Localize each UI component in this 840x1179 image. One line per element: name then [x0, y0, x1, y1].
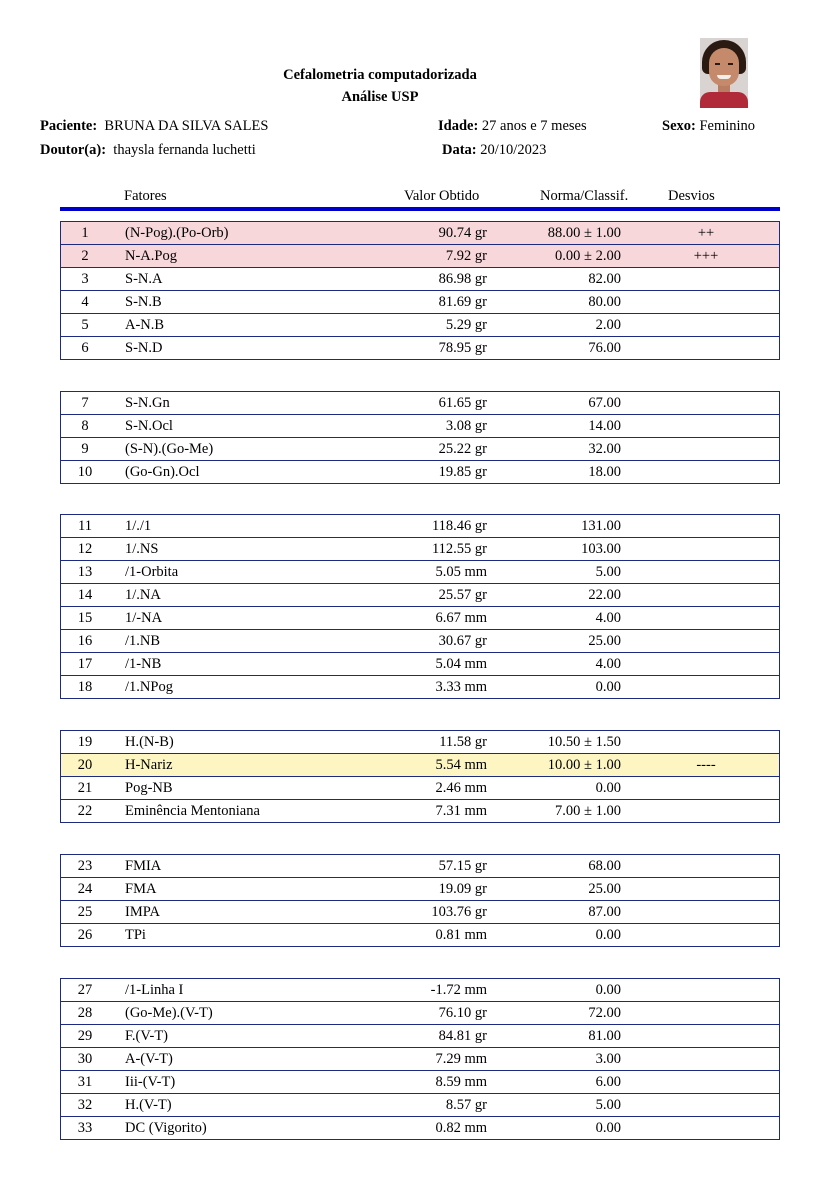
- obtained-value: 8.59 mm: [435, 1074, 487, 1090]
- row-number: 16: [77, 633, 93, 649]
- factor-name: H.(V-T): [125, 1097, 172, 1113]
- table-row: [61, 1048, 779, 1071]
- norm-value: 4.00: [595, 610, 621, 626]
- obtained-value: 81.69 gr: [438, 294, 487, 310]
- obtained-value: 3.08 gr: [445, 418, 487, 434]
- row-number: 7: [81, 395, 89, 411]
- norm-value: 87.00: [588, 904, 621, 920]
- table-row: [61, 1117, 779, 1139]
- column-header-factors: Fatores: [124, 188, 167, 204]
- table-row: [61, 676, 779, 698]
- row-number: 21: [77, 780, 93, 796]
- factor-name: (S-N).(Go-Me): [125, 441, 214, 457]
- table-row: [61, 924, 779, 946]
- table-row: [61, 245, 779, 268]
- table-row: [61, 1002, 779, 1025]
- patient-photo: [700, 38, 748, 108]
- obtained-value: 0.81 mm: [435, 927, 487, 943]
- norm-value: 5.00: [595, 564, 621, 580]
- obtained-value: 5.04 mm: [435, 656, 487, 672]
- obtained-value: 76.10 gr: [438, 1005, 487, 1021]
- obtained-value: 5.05 mm: [435, 564, 487, 580]
- factor-name: 1/.NS: [125, 541, 159, 557]
- table-row: [61, 800, 779, 822]
- factor-name: (Go-Me).(V-T): [125, 1005, 213, 1021]
- norm-value: 68.00: [588, 858, 621, 874]
- norm-value: 25.00: [588, 881, 621, 897]
- table-row: [61, 630, 779, 653]
- factor-name: DC (Vigorito): [125, 1120, 207, 1136]
- obtained-value: 7.31 mm: [435, 803, 487, 819]
- norm-value: 103.00: [581, 541, 621, 557]
- table-row: [61, 731, 779, 754]
- obtained-value: 78.95 gr: [438, 340, 487, 356]
- age-label: Idade:: [438, 118, 479, 134]
- row-number: 30: [77, 1051, 93, 1067]
- row-number: 28: [77, 1005, 93, 1021]
- obtained-value: 11.58 gr: [439, 734, 487, 750]
- table-row: [61, 607, 779, 630]
- row-number: 14: [77, 587, 93, 603]
- table-row: [61, 901, 779, 924]
- norm-value: 3.00: [595, 1051, 621, 1067]
- doctor-label: Doutor(a):: [40, 142, 107, 158]
- patient-age: 27 anos e 7 meses: [481, 118, 587, 134]
- obtained-value: 57.15 gr: [438, 858, 487, 874]
- norm-value: 10.00 ± 1.00: [547, 757, 621, 773]
- report-title-block: [0, 64, 760, 108]
- report-title: Cefalometria computadorizada: [283, 67, 477, 83]
- norm-value: 22.00: [588, 587, 621, 603]
- table-row: [61, 754, 779, 777]
- report-subtitle: Análise USP: [341, 89, 419, 105]
- measurement-group: [60, 730, 780, 823]
- norm-value: 25.00: [588, 633, 621, 649]
- patient-age-field: [438, 118, 587, 135]
- column-header-deviation: Desvios: [668, 188, 715, 204]
- factor-name: 1/-NA: [125, 610, 163, 626]
- measurement-group: [60, 221, 780, 360]
- factor-name: S-N.B: [125, 294, 162, 310]
- table-row: [61, 561, 779, 584]
- table-row: [61, 979, 779, 1002]
- norm-value: 0.00: [595, 1120, 621, 1136]
- row-number: 4: [81, 294, 89, 310]
- row-number: 33: [77, 1120, 93, 1136]
- column-header-value: Valor Obtido: [404, 188, 480, 204]
- row-number: 1: [81, 225, 89, 241]
- row-number: 26: [77, 927, 93, 943]
- factor-name: Eminência Mentoniana: [125, 803, 260, 819]
- factor-name: Pog-NB: [125, 780, 173, 796]
- factor-name: 1/.NA: [125, 587, 161, 603]
- factor-name: FMIA: [125, 858, 162, 874]
- obtained-value: 8.57 gr: [445, 1097, 487, 1113]
- obtained-value: 112.55 gr: [431, 541, 487, 557]
- factor-name: /1-Orbita: [125, 564, 179, 580]
- row-number: 24: [77, 881, 93, 897]
- factor-name: (N-Pog).(Po-Orb): [125, 225, 229, 241]
- obtained-value: 3.33 mm: [435, 679, 487, 695]
- table-row: [61, 415, 779, 438]
- row-number: 5: [81, 317, 89, 333]
- obtained-value: 6.67 mm: [435, 610, 487, 626]
- table-row: [61, 222, 779, 245]
- obtained-value: 19.85 gr: [438, 464, 487, 480]
- factor-name: (Go-Gn).Ocl: [125, 464, 200, 480]
- factor-name: H-Nariz: [125, 757, 173, 773]
- header-divider: [60, 207, 780, 211]
- norm-value: 76.00: [588, 340, 621, 356]
- row-number: 12: [77, 541, 93, 557]
- norm-value: 4.00: [595, 656, 621, 672]
- row-number: 23: [77, 858, 93, 874]
- norm-value: 0.00: [595, 679, 621, 695]
- table-row: [61, 538, 779, 561]
- row-number: 29: [77, 1028, 93, 1044]
- norm-value: 80.00: [588, 294, 621, 310]
- table-row: [61, 291, 779, 314]
- factor-name: A-(V-T): [125, 1051, 173, 1067]
- table-row: [61, 461, 779, 483]
- row-number: 31: [77, 1074, 93, 1090]
- norm-value: 81.00: [588, 1028, 621, 1044]
- norm-value: 82.00: [588, 271, 621, 287]
- obtained-value: 86.98 gr: [438, 271, 487, 287]
- obtained-value: 84.81 gr: [438, 1028, 487, 1044]
- norm-value: 7.00 ± 1.00: [555, 803, 621, 819]
- table-row: [61, 392, 779, 415]
- obtained-value: 61.65 gr: [438, 395, 487, 411]
- patient-name-field: [40, 118, 268, 135]
- doctor-field: [40, 142, 256, 159]
- table-row: [61, 855, 779, 878]
- norm-value: 0.00: [595, 780, 621, 796]
- obtained-value: 90.74 gr: [438, 225, 487, 241]
- obtained-value: 2.46 mm: [435, 780, 487, 796]
- row-number: 17: [77, 656, 93, 672]
- norm-value: 0.00 ± 2.00: [555, 248, 621, 264]
- measurement-group: [60, 391, 780, 484]
- factor-name: IMPA: [125, 904, 160, 920]
- factor-name: A-N.B: [125, 317, 165, 333]
- row-number: 6: [81, 340, 89, 356]
- sex-label: Sexo:: [662, 118, 696, 134]
- row-number: 18: [77, 679, 93, 695]
- obtained-value: -1.72 mm: [430, 982, 487, 998]
- table-row: [61, 1094, 779, 1117]
- obtained-value: 103.76 gr: [431, 904, 487, 920]
- obtained-value: 7.92 gr: [445, 248, 487, 264]
- row-number: 11: [78, 518, 92, 534]
- measurement-group: [60, 978, 780, 1140]
- obtained-value: 5.29 gr: [445, 317, 487, 333]
- factor-name: FMA: [125, 881, 157, 897]
- factor-name: N-A.Pog: [125, 248, 177, 264]
- patient-label: Paciente:: [40, 118, 98, 134]
- table-row: [61, 584, 779, 607]
- row-number: 8: [81, 418, 89, 434]
- row-number: 13: [77, 564, 93, 580]
- row-number: 22: [77, 803, 93, 819]
- row-number: 27: [77, 982, 93, 998]
- factor-name: /1-Linha I: [125, 982, 184, 998]
- row-number: 32: [77, 1097, 93, 1113]
- measurement-group: [60, 854, 780, 947]
- norm-value: 18.00: [588, 464, 621, 480]
- norm-value: 88.00 ± 1.00: [547, 225, 621, 241]
- norm-value: 10.50 ± 1.50: [547, 734, 621, 750]
- row-number: 3: [81, 271, 89, 287]
- factor-name: /1.NPog: [125, 679, 173, 695]
- date-label: Data:: [442, 142, 477, 158]
- norm-value: 2.00: [595, 317, 621, 333]
- factor-name: S-N.A: [125, 271, 163, 287]
- obtained-value: 19.09 gr: [438, 881, 487, 897]
- table-row: [61, 268, 779, 291]
- table-row: [61, 878, 779, 901]
- column-header-norm: Norma/Classif.: [540, 188, 629, 204]
- factor-name: Iii-(V-T): [125, 1074, 176, 1090]
- obtained-value: 30.67 gr: [438, 633, 487, 649]
- obtained-value: 25.22 gr: [438, 441, 487, 457]
- patient-sex-field: [662, 118, 755, 135]
- norm-value: 32.00: [588, 441, 621, 457]
- row-number: 2: [81, 248, 89, 264]
- factor-name: S-N.Gn: [125, 395, 170, 411]
- row-number: 9: [81, 441, 89, 457]
- patient-name: BRUNA DA SILVA SALES: [104, 118, 269, 134]
- table-row: [61, 438, 779, 461]
- norm-value: 6.00: [595, 1074, 621, 1090]
- row-number: 10: [77, 464, 93, 480]
- factor-name: S-N.Ocl: [125, 418, 173, 434]
- row-number: 15: [77, 610, 93, 626]
- deviation-value: ++: [697, 225, 715, 241]
- factor-name: /1.NB: [125, 633, 161, 649]
- doctor-name: thaysla fernanda luchetti: [113, 142, 256, 158]
- deviation-value: ----: [696, 757, 716, 773]
- table-row: [61, 314, 779, 337]
- obtained-value: 7.29 mm: [435, 1051, 487, 1067]
- table-row: [61, 515, 779, 538]
- factor-name: TPi: [125, 927, 146, 943]
- table-row: [61, 1025, 779, 1048]
- row-number: 20: [77, 757, 93, 773]
- report-date: 20/10/2023: [480, 142, 547, 158]
- obtained-value: 5.54 mm: [435, 757, 487, 773]
- table-row: [61, 337, 779, 359]
- table-row: [61, 653, 779, 676]
- patient-sex: Feminino: [699, 118, 756, 134]
- row-number: 25: [77, 904, 93, 920]
- table-row: [61, 777, 779, 800]
- factor-name: H.(N-B): [125, 734, 174, 750]
- table-row: [61, 1071, 779, 1094]
- factor-name: F.(V-T): [125, 1028, 169, 1044]
- norm-value: 131.00: [581, 518, 621, 534]
- measurement-group: [60, 514, 780, 699]
- obtained-value: 0.82 mm: [435, 1120, 487, 1136]
- factor-name: /1-NB: [125, 656, 162, 672]
- date-field: [442, 142, 546, 159]
- factor-name: 1/./1: [125, 518, 152, 534]
- norm-value: 5.00: [595, 1097, 621, 1113]
- norm-value: 0.00: [595, 982, 621, 998]
- norm-value: 67.00: [588, 395, 621, 411]
- obtained-value: 25.57 gr: [438, 587, 487, 603]
- norm-value: 14.00: [588, 418, 621, 434]
- deviation-value: +++: [693, 248, 719, 264]
- norm-value: 72.00: [588, 1005, 621, 1021]
- row-number: 19: [77, 734, 93, 750]
- factor-name: S-N.D: [125, 340, 163, 356]
- obtained-value: 118.46 gr: [431, 518, 487, 534]
- norm-value: 0.00: [595, 927, 621, 943]
